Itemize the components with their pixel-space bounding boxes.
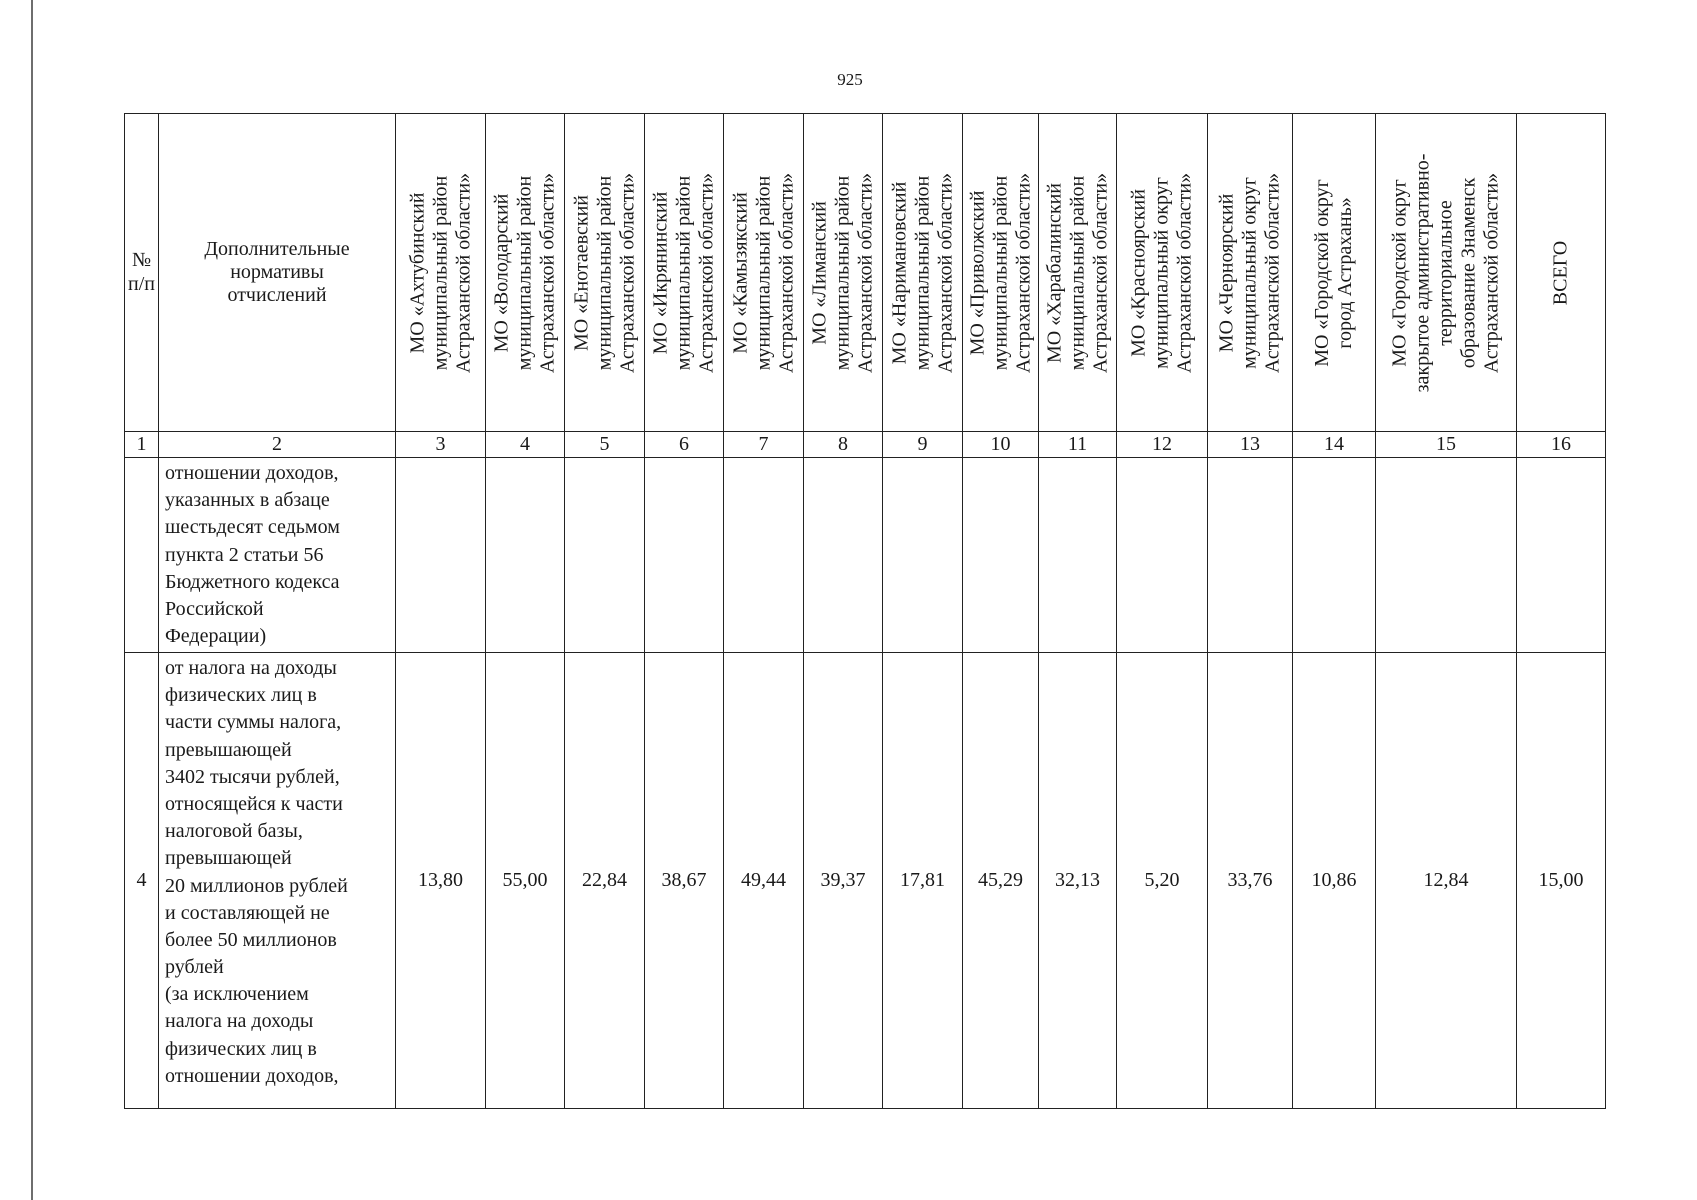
header-row-number: № п/п [125, 114, 159, 432]
header-region-privolzhsky: МО «Приволжский муниципальный район Астраханской области» [963, 114, 1039, 432]
value-cell: 32,13 [1039, 653, 1117, 1109]
column-number: 16 [1517, 432, 1606, 458]
value-cell: 49,44 [724, 653, 804, 1109]
row-description: отношении доходов, указанных в абзаце шестьдесят седьмом пункта 2 статьи 56 Бюджетного кодекса Российской Федерации) [159, 458, 396, 653]
header-region-krasnoyarsky: МО «Красноярский муниципальный округ Астраханской области» [1117, 114, 1208, 432]
value-cell [486, 458, 565, 653]
value-cell: 38,67 [645, 653, 724, 1109]
header-region-astrakhan-city: МО «Городской округ город Астрахань» [1293, 114, 1376, 432]
header-region-enotaevsky: МО «Енотаевский муниципальный район Астраханской области» [565, 114, 645, 432]
value-cell: 13,80 [396, 653, 486, 1109]
header-region-narimanovsky: МО «Наримановский муниципальный район Астраханской области» [883, 114, 963, 432]
header-region-znamensk: МО «Городской округ закрытое административно- территориальное образование Знаменск Астраханской области» [1376, 114, 1517, 432]
value-cell: 10,86 [1293, 653, 1376, 1109]
value-cell: 17,81 [883, 653, 963, 1109]
page-margin-line [31, 0, 33, 1200]
column-number: 8 [804, 432, 883, 458]
column-number: 6 [645, 432, 724, 458]
header-region-volodarsky: МО «Володарский муниципальный район Астраханской области» [486, 114, 565, 432]
value-cell [883, 458, 963, 653]
header-region-limansky: МО «Лиманский муниципальный район Астраханской области» [804, 114, 883, 432]
value-cell [1293, 458, 1376, 653]
value-cell: 45,29 [963, 653, 1039, 1109]
column-number: 3 [396, 432, 486, 458]
column-number: 14 [1293, 432, 1376, 458]
column-number: 5 [565, 432, 645, 458]
row-number: 4 [125, 653, 159, 1109]
value-cell: 5,20 [1117, 653, 1208, 1109]
column-number: 11 [1039, 432, 1117, 458]
value-cell [645, 458, 724, 653]
value-cell [963, 458, 1039, 653]
column-number: 9 [883, 432, 963, 458]
value-cell [804, 458, 883, 653]
value-cell [1517, 458, 1606, 653]
row-description: от налога на доходы физических лиц в части суммы налога, превышающей 3402 тысячи рублей, относящейся к части налоговой базы, превышающей 20 миллионов рублей и составляющей не более 50 миллионов рублей (за исключением налога на доходы физических лиц в отношении доходов, [159, 653, 396, 1109]
value-cell [1039, 458, 1117, 653]
value-cell: 33,76 [1208, 653, 1293, 1109]
column-number: 10 [963, 432, 1039, 458]
header-region-akhtubinsky: МО «Ахтубинский муниципальный район Астраханской области» [396, 114, 486, 432]
value-cell [1376, 458, 1517, 653]
column-number: 4 [486, 432, 565, 458]
table-row [125, 653, 1606, 1109]
value-cell: 39,37 [804, 653, 883, 1109]
value-cell [1117, 458, 1208, 653]
header-total: ВСЕГО [1517, 114, 1606, 432]
table-row [125, 458, 1606, 653]
column-number-row [125, 432, 1606, 458]
value-cell [1208, 458, 1293, 653]
column-number: 7 [724, 432, 804, 458]
header-region-chernoyarsky: МО «Черноярский муниципальный округ Астраханской области» [1208, 114, 1293, 432]
column-number: 13 [1208, 432, 1293, 458]
column-number: 15 [1376, 432, 1517, 458]
allocation-norms-table [124, 113, 1606, 1109]
value-cell [396, 458, 486, 653]
value-cell [565, 458, 645, 653]
value-cell [724, 458, 804, 653]
row-number [125, 458, 159, 653]
column-number: 1 [125, 432, 159, 458]
value-cell: 55,00 [486, 653, 565, 1109]
column-number: 2 [159, 432, 396, 458]
page-number: 925 [837, 70, 863, 89]
header-region-ikryaninsky: МО «Икрянинский муниципальный район Астраханской области» [645, 114, 724, 432]
header-row [125, 114, 1606, 432]
value-cell: 15,00 [1517, 653, 1606, 1109]
column-number: 12 [1117, 432, 1208, 458]
value-cell: 12,84 [1376, 653, 1517, 1109]
header-region-kamyzyaksky: МО «Камызякский муниципальный район Астраханской области» [724, 114, 804, 432]
header-norms: Дополнительные нормативы отчислений [159, 114, 396, 432]
header-region-kharabalinsky: МО «Харабалинский муниципальный район Астраханской области» [1039, 114, 1117, 432]
value-cell: 22,84 [565, 653, 645, 1109]
